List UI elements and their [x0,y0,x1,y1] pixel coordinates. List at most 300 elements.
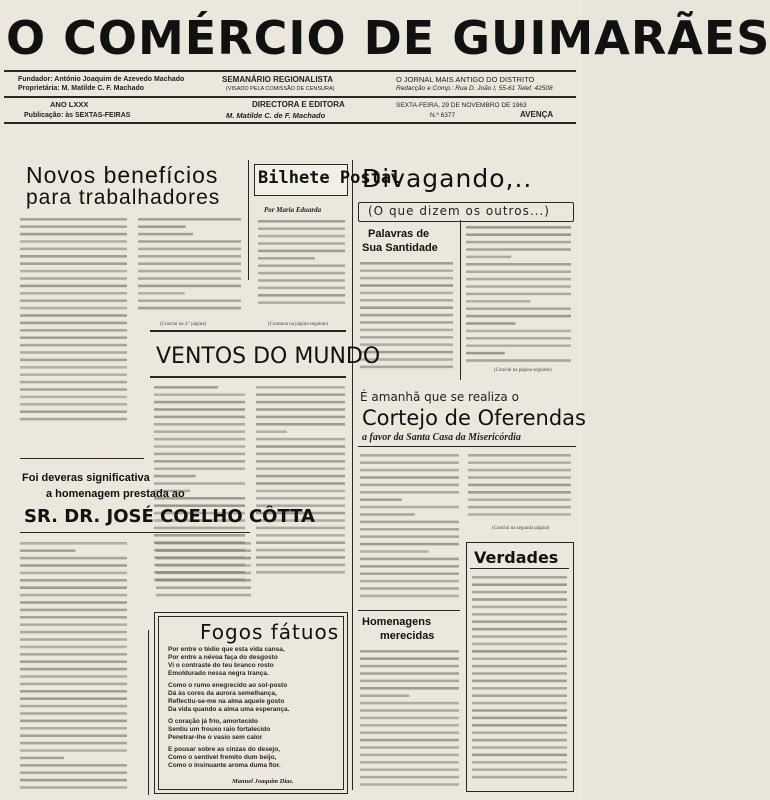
poem-stanza [168,682,340,714]
text-line [472,576,567,579]
verdades-title: Verdades [474,548,559,567]
text-line [472,776,567,779]
text-line [20,749,127,752]
text-line [20,542,127,545]
text-line [360,498,402,501]
text-line [20,299,127,302]
poem-line: Por entre o tédio que esta vida cansa, [168,646,285,653]
text-line [472,650,567,653]
text-line [472,709,567,712]
text-line [20,240,127,243]
text-line [154,475,196,478]
text-line [360,543,459,546]
text-line [360,262,453,265]
poem-line: Vi o contraste do teu branco rosto [168,662,274,669]
text-line [466,337,571,340]
text-line [466,307,571,310]
ventos-title: VENTOS DO MUNDO [156,344,381,369]
text-line [466,359,571,362]
cortejo-column-1 [360,452,460,602]
text-line [360,650,459,653]
text-line [20,712,127,715]
text-line [472,657,567,660]
text-line [258,235,345,238]
divagando-text [466,224,572,366]
oldest-label: O JORNAL MAIS ANTIGO DO DISTRITO [396,75,535,84]
text-line [258,272,345,275]
text-line [256,408,345,411]
text-line [360,672,459,675]
text-line [360,587,459,590]
text-line [468,491,571,494]
fogos-poem [168,646,340,774]
text-line [154,401,245,404]
homenagem-line-3: SR. DR. JOSÉ COELHO CÔTTA [24,506,315,527]
poem-line: Reflectiu-se-me na alma aquele gosto [168,698,285,705]
text-line [156,572,251,575]
cortejo-continuation: (Conclui na segunda página) [492,526,550,531]
text-line [156,557,251,560]
text-line [360,687,459,690]
text-line [360,595,459,598]
text-line [466,263,571,266]
text-line [360,680,459,683]
homenagem-column-1 [20,540,128,790]
text-line [360,558,459,561]
text-line [256,453,345,456]
text-line [138,225,185,228]
divagando-title: Divagando,.. [362,164,533,193]
text-line [360,528,459,531]
text-line [20,403,127,406]
text-line [468,498,571,501]
text-line [256,401,345,404]
text-line [20,381,127,384]
text-line [256,445,345,448]
text-line [256,571,345,574]
text-line [360,491,459,494]
text-line [360,731,459,734]
text-line [20,683,127,686]
text-line [156,564,251,567]
text-line [472,687,567,690]
text-line [472,635,567,638]
censor-label: (VISADO PELA COMISSÃO DE CENSURA) [226,86,335,92]
text-line [258,294,345,297]
poem-line: E pousar sobre as cinzas do desejo, [168,746,280,753]
text-line [468,461,571,464]
text-line [20,255,127,258]
cortejo-kicker: É amanhã que se realiza o [360,390,519,404]
text-line [472,702,567,705]
text-line [256,475,345,478]
text-line [472,717,567,720]
text-line [20,359,127,362]
text-line [360,299,453,302]
text-line [20,336,127,339]
text-line [256,549,345,552]
text-line [138,218,241,221]
owner-line: Proprietária: M. Matilde C. F. Machado [18,85,145,92]
poem-line: Por entre a névoa faça do desgosto [168,654,278,661]
text-line [256,467,345,470]
divagando-subtitle: (O que dizem os outros...) [368,204,550,218]
text-line [468,484,571,487]
text-line [256,534,345,537]
text-line [256,556,345,559]
text-line [20,270,127,273]
text-line [20,675,127,678]
text-line [360,783,459,786]
text-line [156,594,251,597]
text-line [20,668,127,671]
text-line [154,460,245,463]
text-line [360,535,459,538]
text-line [20,572,127,575]
text-line [466,330,571,333]
text-line [20,366,127,369]
fogos-title: Fogos fátuos [200,620,340,644]
text-line [472,768,567,771]
text-line [360,746,459,749]
text-line [138,307,241,310]
text-line [472,606,567,609]
text-line [472,613,567,616]
text-line [360,336,453,339]
text-line [256,460,345,463]
text-line [472,731,567,734]
text-line [472,665,567,668]
text-line [20,218,127,221]
text-line [138,285,241,288]
text-line [20,653,127,656]
poem-stanza [168,646,340,678]
text-line [20,285,127,288]
text-line [360,461,459,464]
text-line [360,665,459,668]
text-line [154,534,245,537]
text-line [256,541,345,544]
text-line [468,513,571,516]
text-line [154,453,245,456]
text-line [258,279,345,282]
text-line [154,393,245,396]
text-line [472,591,567,594]
text-line [256,438,345,441]
weekly-label: SEMANÁRIO REGIONALISTA [222,75,333,84]
text-line [20,742,127,745]
fogos-author: Manuel Joaquim Dias. [232,778,294,785]
text-line [360,702,459,705]
text-line [138,292,185,295]
text-line [256,564,345,567]
poem-line: Sentiu um frouxo raio fortalecido [168,726,271,733]
beneficios-column-2 [138,216,242,316]
text-line [466,322,516,325]
text-line [138,248,241,251]
beneficios-column-1 [20,216,128,426]
text-line [468,476,571,479]
text-line [20,757,64,760]
text-line [360,709,459,712]
text-line [258,220,345,223]
text-line [20,638,127,641]
text-line [360,580,459,583]
text-line [138,240,241,243]
text-line [258,250,345,253]
text-line [360,329,453,332]
poem-line: Como o rumo enegrecido ao sol-posto [168,682,288,689]
text-line [472,694,567,697]
text-line [360,284,453,287]
text-line [472,583,567,586]
text-line [360,754,459,757]
text-line [258,301,345,304]
text-line [20,764,127,767]
text-line [360,717,459,720]
poem-line: Como o insinuante aroma duma flor. [168,762,281,769]
text-line [360,476,459,479]
text-line [156,586,251,589]
text-line [466,293,571,296]
text-line [138,255,241,258]
text-line [20,277,127,280]
text-line [472,746,567,749]
poem-line: Penetrar-lhe o vasio sem calor [168,734,263,741]
text-line [156,549,251,552]
text-line [138,277,241,280]
text-line [360,469,459,472]
text-line [360,761,459,764]
beneficios-title-1: Novos benefícios [26,162,219,188]
text-line [20,786,127,789]
text-line [472,598,567,601]
text-line [154,482,245,485]
text-line [472,739,567,742]
poem-line: Como o sentivel fremito dum beijo, [168,754,277,761]
text-line [256,497,345,500]
homenagens-title-1: Homenagens [362,616,432,628]
text-line [20,248,127,251]
text-line [20,594,127,597]
text-line [20,292,127,295]
text-line [20,579,127,582]
text-line [256,423,345,426]
text-line [466,352,505,355]
text-line [466,278,571,281]
text-line [20,233,127,236]
text-line [256,416,345,419]
text-line [258,227,345,230]
ventos-column-2 [256,384,346,580]
publication-label: Publicação: às SEXTAS-FEIRAS [24,112,131,119]
text-line [20,623,127,626]
text-line [20,616,127,619]
text-line [360,292,453,295]
text-line [360,321,453,324]
text-line [360,739,459,742]
text-line [20,690,127,693]
text-line [20,314,127,317]
text-line [156,579,251,582]
bilhete-continuation: (Continua na página seguinte) [268,322,329,327]
text-line [472,680,567,683]
text-line [258,264,345,267]
bilhete-title: Bilhete Postal [258,168,402,188]
text-line [138,262,241,265]
text-line [466,270,571,273]
text-line [360,484,459,487]
text-line [20,734,127,737]
text-line [20,307,127,310]
homenagem-column-2 [156,540,252,600]
text-line [256,386,345,389]
text-line [20,631,127,634]
text-line [20,771,127,774]
text-line [472,724,567,727]
beneficios-text-lines [20,216,128,426]
text-line [20,396,127,399]
text-line [468,506,571,509]
text-line [154,423,245,426]
text-line [360,776,459,779]
text-line [20,586,127,589]
text-line [472,628,567,631]
text-line [256,430,287,433]
text-line [256,393,345,396]
text-line [360,657,459,660]
text-line [360,565,459,568]
text-line [466,285,571,288]
year-label: ANO LXXX [50,100,89,109]
text-line [20,549,76,552]
homenagem-line-2: a homenagem prestada ao [46,488,185,500]
text-line [466,300,530,303]
text-line [138,270,241,273]
text-line [20,329,127,332]
text-line [466,233,571,236]
text-line [466,344,571,347]
text-line [360,506,459,509]
poem-line: Da vida quando a alma uma esperança. [168,706,290,713]
text-line [20,322,127,325]
text-line [20,660,127,663]
text-line [360,454,459,457]
beneficios-continuation: (Conclui na 4.ª página) [160,322,207,327]
director-label: DIRECTORA E EDITORA [252,100,345,109]
text-line [472,672,567,675]
text-line [256,482,345,485]
text-line [360,269,453,272]
poem-line: Dá às cores da aurora semelhança, [168,690,277,697]
issue-number: N.º 6377 [430,112,456,119]
price-label: AVENÇA [520,110,554,119]
director-name: M. Matilde C. de F. Machado [226,111,326,120]
text-line [20,697,127,700]
address-label: Redacção e Comp.: Rua D. João I, 55-61 Telef. 42508 [396,85,553,92]
verdades-text [472,574,568,784]
text-line [360,513,415,516]
palavras-title-1: Palavras de [368,228,430,240]
palavras-title-2: Sua Santidade [362,242,438,254]
text-line [154,408,245,411]
text-line [20,564,127,567]
text-line [20,601,127,604]
text-line [360,724,459,727]
text-line [20,705,127,708]
bilhete-text [258,218,346,308]
text-line [20,262,127,265]
text-line [154,445,245,448]
date-label: SEXTA-FEIRA, 29 DE NOVEMBRO DE 1963 [396,102,527,109]
text-line [154,430,245,433]
text-line [154,467,245,470]
text-line [20,418,127,421]
text-line [466,315,571,318]
text-line [258,242,345,245]
text-line [466,256,511,259]
text-line [258,257,315,260]
text-line [256,490,345,493]
text-line [20,351,127,354]
text-line [20,609,127,612]
poem-stanza [168,746,340,770]
text-line [360,314,453,317]
text-line [360,768,459,771]
text-line [472,620,567,623]
text-line [360,521,459,524]
poem-line: Emoldurado nessa negra trança. [168,670,269,677]
text-line [20,373,127,376]
homenagem-line-1: Foi deveras significativa [22,472,150,484]
poem-line: O coração já frio, amortecido [168,718,258,725]
text-line [154,416,245,419]
text-line [138,233,193,236]
cortejo-subtitle: a favor da Santa Casa da Misericórdia [362,432,521,443]
text-line [20,646,127,649]
poem-stanza [168,718,340,742]
text-line [154,386,218,389]
beneficios-title-2: para trabalhadores [26,186,221,209]
text-line [20,720,127,723]
text-line [20,225,127,228]
text-line [154,438,245,441]
text-line [360,277,453,280]
text-line [472,761,567,764]
text-line [466,248,571,251]
bilhete-author: Por Maria Eduarda [264,206,322,214]
cortejo-title: Cortejo de Oferendas [362,406,586,430]
text-line [20,779,127,782]
text-line [20,410,127,413]
text-line [360,572,459,575]
divagando-continuation: (Conclui na página seguinte) [494,368,552,373]
text-line [468,454,571,457]
masthead-rule [4,70,576,72]
text-line [20,344,127,347]
text-line [360,550,429,553]
text-line [20,388,127,391]
text-line [466,241,571,244]
text-line [156,542,251,545]
text-line [472,754,567,757]
text-line [20,727,127,730]
text-line [258,287,345,290]
text-line [466,226,571,229]
cortejo-column-2 [468,452,572,522]
text-line [360,306,453,309]
text-line [20,557,127,560]
